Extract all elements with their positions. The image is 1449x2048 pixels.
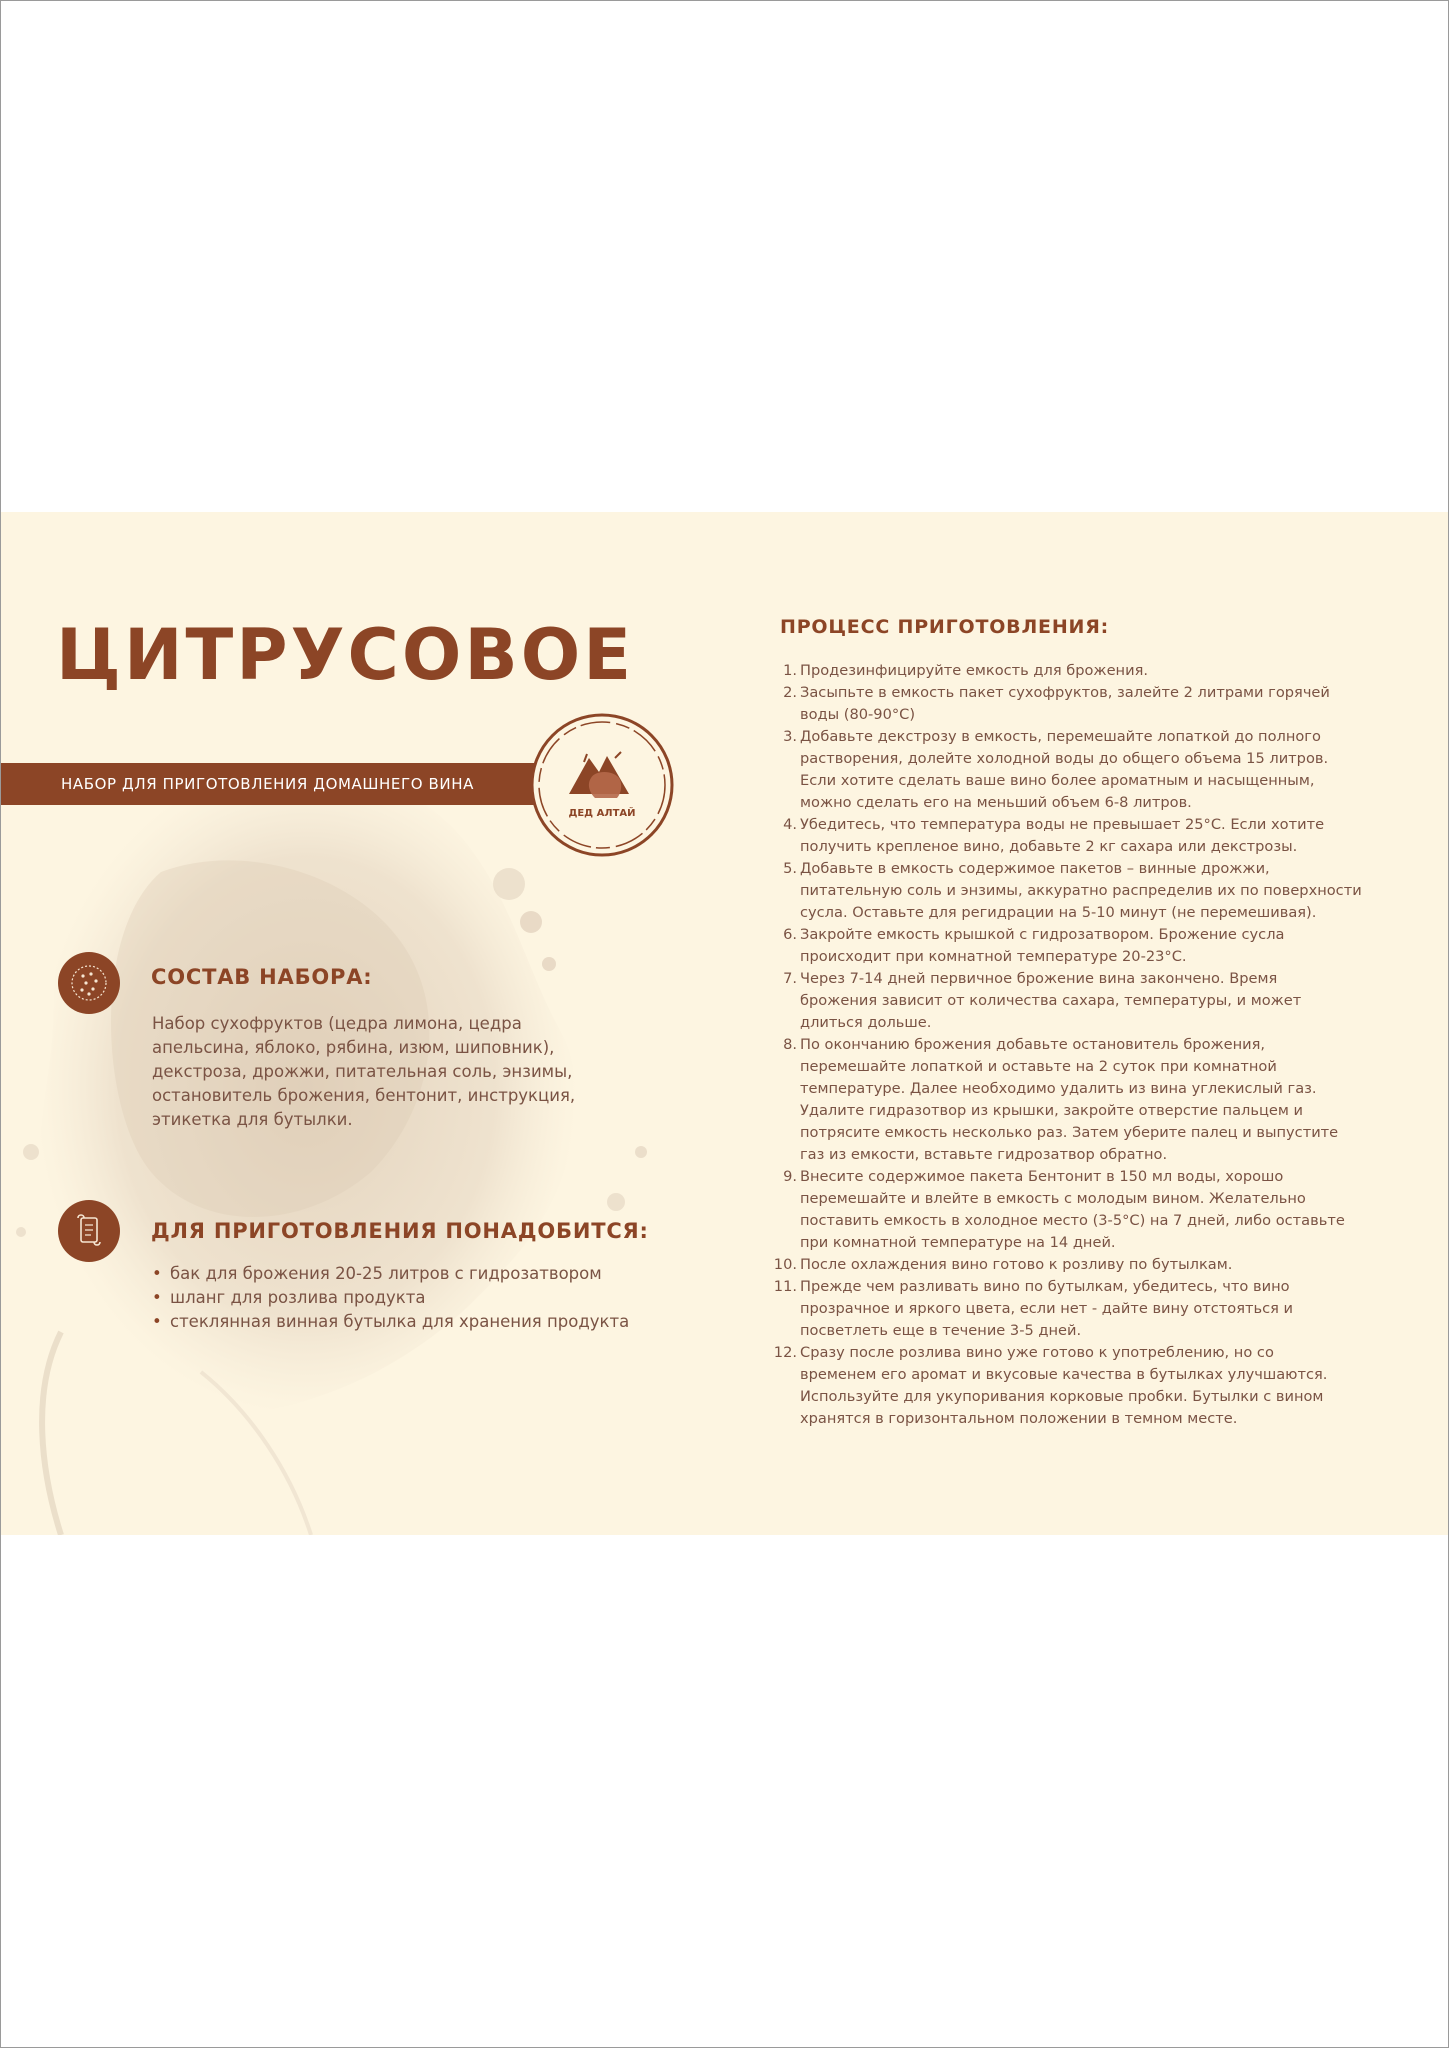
step-line: перемешайте и влейте в емкость с молодым вином. Желательно [800,1190,1306,1207]
scroll-icon [58,1200,120,1262]
product-title: ЦИТРУСОВОЕ [56,614,635,696]
step-number: 7. [783,970,797,987]
step-number: 2. [783,684,797,701]
step-line: временем его аромат и вкусовые качества в бутылках улучшаются. [800,1366,1328,1383]
step-line: при комнатной температуре на 14 дней. [800,1234,1116,1251]
requirements-list [152,1262,629,1334]
process-step [779,660,1419,682]
step-line: По окончанию брожения добавьте остановитель брожения, [800,1036,1266,1053]
step-line: Через 7-14 дней первичное брожение вина закончено. Время [800,970,1278,987]
process-step [779,814,1419,858]
step-line: брожения зависит от количества сахара, температуры, и может [800,992,1302,1009]
step-line: получить крепленое вино, добавьте 2 кг сахара или декстрозы. [800,838,1298,855]
step-number: 8. [783,1036,797,1053]
list-item: • шланг для розлива продукта [152,1286,629,1310]
step-number: 11. [773,1278,797,1295]
step-line: питательную соль и энзимы, аккуратно распределив их по поверхности [800,882,1362,899]
requirements-title: ДЛЯ ПРИГОТОВЛЕНИЯ ПОНАДОБИТСЯ: [151,1219,649,1243]
step-line: Убедитесь, что температура воды не превышает 25°С. Если хотите [800,816,1325,833]
step-line: происходит при комнатной температуре 20-23°С. [800,948,1187,965]
step-line: хранятся в горизонтальном положении в темном месте. [800,1410,1238,1427]
process-step [773,1276,1419,1342]
composition-title: СОСТАВ НАБОРА: [151,965,373,989]
process-step [773,1254,1419,1276]
list-item: • стеклянная винная бутылка для хранения продукта [152,1310,629,1334]
step-number: 3. [783,728,797,745]
subtitle-ribbon [1,763,561,805]
step-line: потрясите емкость несколько раз. Затем уберите палец и выпустите [800,1124,1339,1141]
process-step [779,858,1419,924]
process-steps [773,660,1419,1430]
step-number: 4. [783,816,797,833]
step-number: 10. [773,1256,797,1273]
step-line: Сразу после розлива вино уже готово к употреблению, но со [800,1344,1274,1361]
step-line: Внесите содержимое пакета Бентонит в 150 мл воды, хорошо [800,1168,1284,1185]
step-line: Прежде чем разливать вино по бутылкам, убедитесь, что вино [800,1278,1290,1295]
step-line: сусла. Оставьте для регидрации на 5-10 минут (не перемешивая). [800,904,1317,921]
step-number: 1. [783,662,797,679]
composition-line: Набор сухофруктов (цедра лимона, цедра [152,1014,522,1033]
process-step [773,1342,1419,1430]
step-line: Если хотите сделать ваше вино более ароматным и насыщенным, [800,772,1315,789]
step-line: Используйте для укупоривания корковые пробки. Бутылки с вином [800,1388,1324,1405]
composition-text [152,1012,575,1132]
process-step [779,924,1419,968]
step-line: перемешайте лопаткой и оставьте на 2 суток при комнатной [800,1058,1277,1075]
step-line: Продезинфицируйте емкость для брожения. [800,662,1148,679]
process-step [779,726,1419,814]
step-line: Засыпьте в емкость пакет сухофруктов, залейте 2 литрами горячей [800,684,1330,701]
process-step [779,1034,1419,1166]
subtitle-text: НАБОР ДЛЯ ПРИГОТОВЛЕНИЯ ДОМАШНЕГО ВИНА [61,775,474,793]
composition-line: декстроза, дрожжи, питательная соль, энзимы, [152,1062,573,1081]
step-line: растворения, долейте холодной воды до общего объема 15 литров. [800,750,1329,767]
step-line: После охлаждения вино готово к розливу по бутылкам. [800,1256,1233,1273]
process-step [779,1166,1419,1254]
step-line: поставить емкость в холодное место (3-5°С) на 7 дней, либо оставьте [800,1212,1345,1229]
list-item: • бак для брожения 20-25 литров с гидрозатвором [152,1262,629,1286]
step-line: Добавьте в емкость содержимое пакетов – винные дрожжи, [800,860,1270,877]
step-number: 12. [773,1344,797,1361]
step-line: Удалите гидразотвор из крышки, закройте отверстие пальцем и [800,1102,1304,1119]
composition-line: апельсина, яблоко, рябина, изюм, шиповник), [152,1038,555,1057]
step-line: посветлеть еще в течение 3-5 дней. [800,1322,1082,1339]
composition-line: остановитель брожения, бентонит, инструкция, [152,1086,576,1105]
process-title: ПРОЦЕСС ПРИГОТОВЛЕНИЯ: [780,616,1110,638]
step-line: можно сделать его на меньший объем 6-8 литров. [800,794,1192,811]
step-number: 9. [783,1168,797,1185]
step-line: температуре. Далее необходимо удалить из вина углекислый газ. [800,1080,1317,1097]
dried-fruit-icon [58,952,120,1014]
step-line: длиться дольше. [800,1014,932,1031]
step-line: прозрачное и яркого цвета, если нет - дайте вину отстояться и [800,1300,1294,1317]
composition-line: этикетка для бутылки. [152,1110,353,1129]
ded-altai-logo-stamp [529,712,675,858]
step-line: газ из емкости, вставьте гидрозатвор обратно. [800,1146,1168,1163]
step-line: Добавьте декстрозу в емкость, перемешайте лопаткой до полного [800,728,1321,745]
step-line: Закройте емкость крышкой с гидрозатвором. Брожение сусла [800,926,1285,943]
step-line: воды (80-90°С) [800,706,916,723]
logo-text: ДЕД АЛТАЙ [568,808,636,819]
label-panel [1,512,1448,1535]
step-number: 6. [783,926,797,943]
process-step [779,682,1419,726]
process-step [779,968,1419,1034]
step-number: 5. [783,860,797,877]
